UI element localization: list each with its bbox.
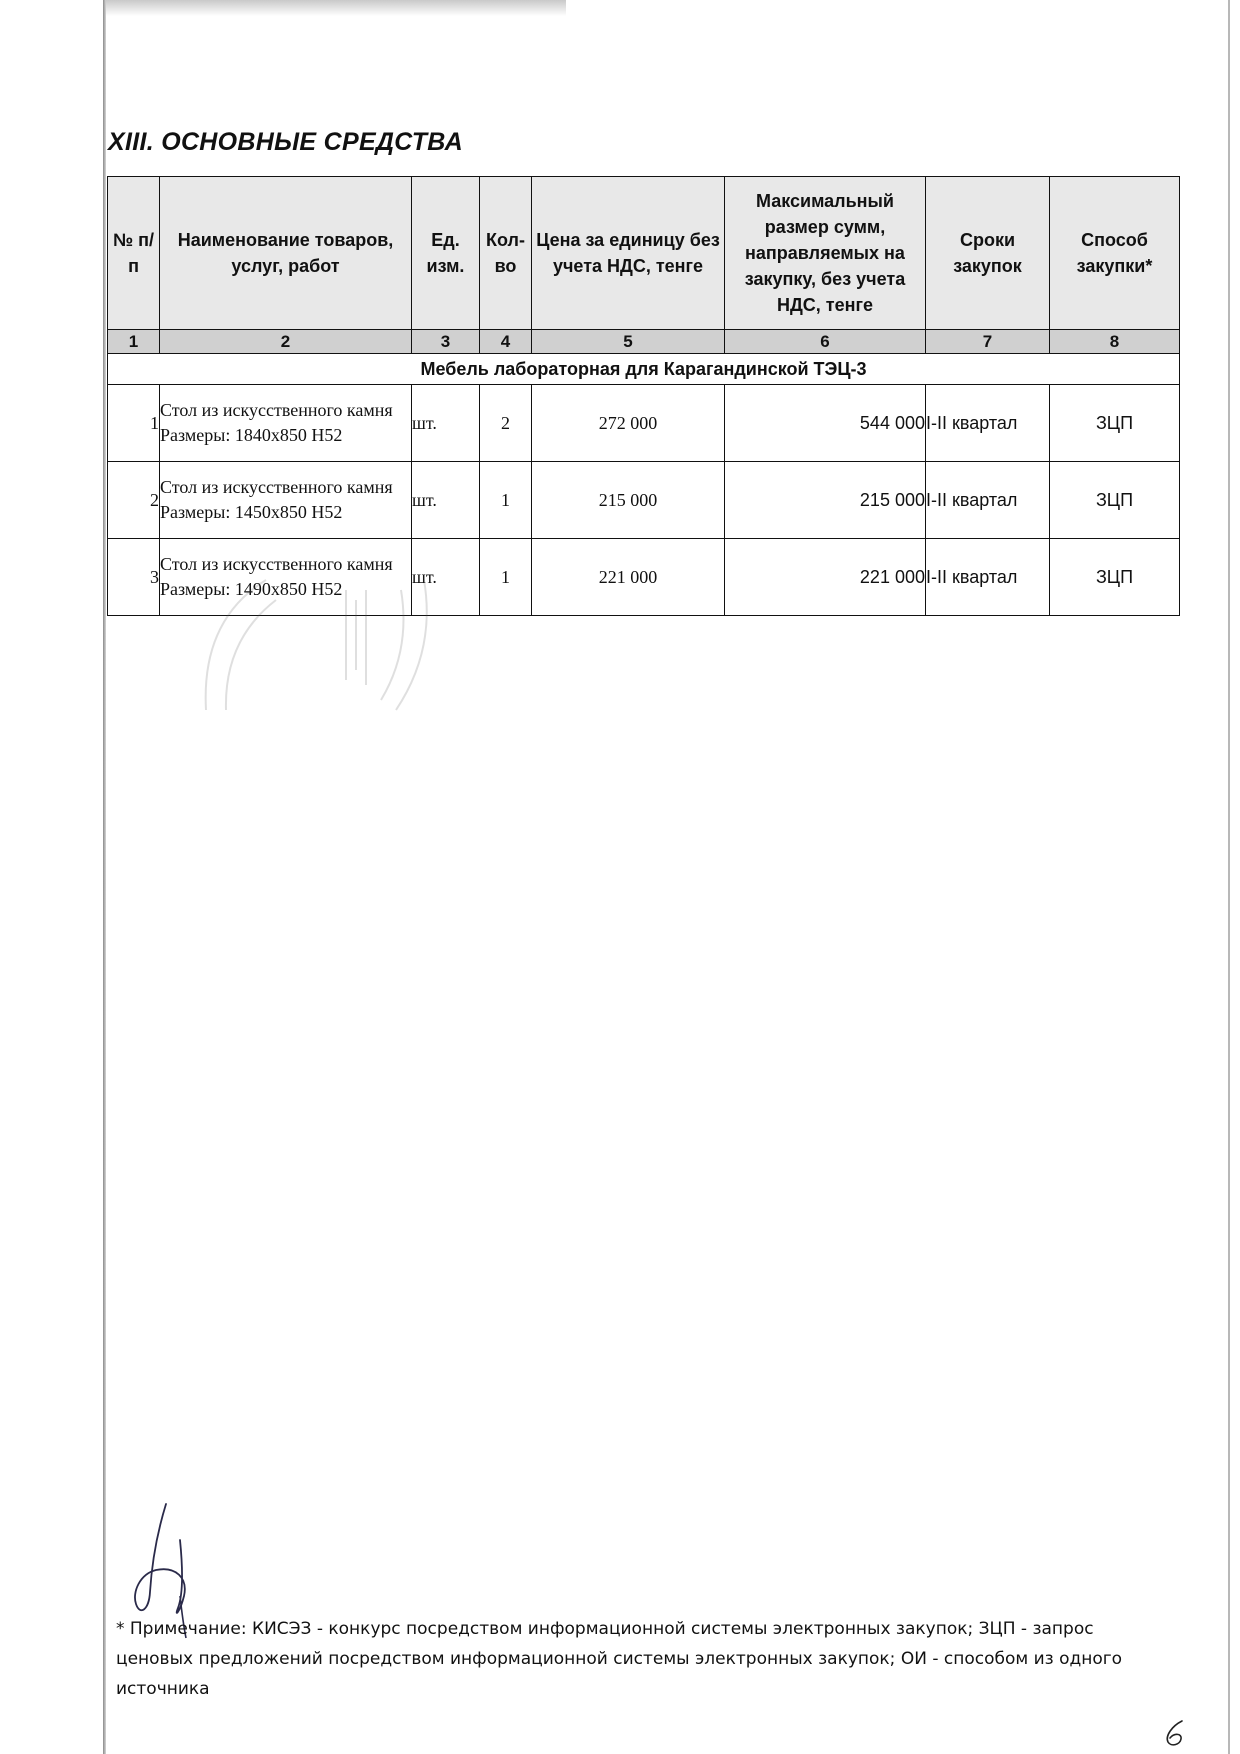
cell-name: Стол из искусственного камня Размеры: 1450x850 H52 (160, 462, 412, 539)
cell-price: 221 000 (532, 539, 725, 616)
cell-term: I-II квартал (926, 385, 1050, 462)
header-method: Способ закупки* (1050, 177, 1180, 330)
cell-qty: 2 (480, 385, 532, 462)
column-number-row (108, 330, 1180, 354)
cell-price: 215 000 (532, 462, 725, 539)
procurement-table (107, 176, 1180, 616)
cell-unit: шт. (412, 385, 480, 462)
footnote-text: * Примечание: КИСЭЗ - конкурс посредством информационной системы электронных закупок; ЗЦП - запрос ценовых предложений посредством информационной системы электронных закупок; ОИ - способом из одного источника (116, 1619, 1123, 1699)
cell-price: 272 000 (532, 385, 725, 462)
cell-qty: 1 (480, 462, 532, 539)
cell-qty: 1 (480, 539, 532, 616)
header-term: Сроки закупок (926, 177, 1050, 330)
header-unit: Ед. изм. (412, 177, 480, 330)
handwritten-page-number (1160, 1718, 1196, 1748)
column-number: 6 (725, 330, 926, 354)
column-number: 3 (412, 330, 480, 354)
cell-method: ЗЦП (1050, 385, 1180, 462)
column-number: 2 (160, 330, 412, 354)
header-row (108, 177, 1180, 330)
group-title: Мебель лабораторная для Карагандинской ТЭЦ-3 (108, 354, 1180, 385)
cell-name: Стол из искусственного камня Размеры: 1490x850 H52 (160, 539, 412, 616)
cell-term: I-II квартал (926, 462, 1050, 539)
table-row (108, 385, 1180, 462)
cell-term: I-II квартал (926, 539, 1050, 616)
cell-num: 1 (108, 385, 160, 462)
table-row (108, 462, 1180, 539)
cell-max-sum: 544 000 (725, 385, 926, 462)
scan-top-shadow (106, 0, 566, 16)
scan-edge-left (103, 0, 106, 1754)
cell-num: 2 (108, 462, 160, 539)
header-name: Наименование товаров, услуг, работ (160, 177, 412, 330)
column-number: 4 (480, 330, 532, 354)
column-number: 7 (926, 330, 1050, 354)
header-num: № п/п (108, 177, 160, 330)
cell-name: Стол из искусственного камня Размеры: 1840x850 H52 (160, 385, 412, 462)
header-qty: Кол-во (480, 177, 532, 330)
cell-unit: шт. (412, 539, 480, 616)
group-row (108, 354, 1180, 385)
cell-method: ЗЦП (1050, 539, 1180, 616)
header-price: Цена за единицу без учета НДС, тенге (532, 177, 725, 330)
scan-edge-right (1228, 0, 1230, 1754)
cell-max-sum: 221 000 (725, 539, 926, 616)
cell-num: 3 (108, 539, 160, 616)
column-number: 1 (108, 330, 160, 354)
cell-unit: шт. (412, 462, 480, 539)
section-title: XIII. ОСНОВНЫЕ СРЕДСТВА (108, 128, 464, 156)
cell-method: ЗЦП (1050, 462, 1180, 539)
column-number: 8 (1050, 330, 1180, 354)
column-number: 5 (532, 330, 725, 354)
cell-max-sum: 215 000 (725, 462, 926, 539)
header-max-sum: Максимальный размер сумм, направляемых на закупку, без учета НДС, тенге (725, 177, 926, 330)
faded-stamp-mark (196, 560, 432, 730)
